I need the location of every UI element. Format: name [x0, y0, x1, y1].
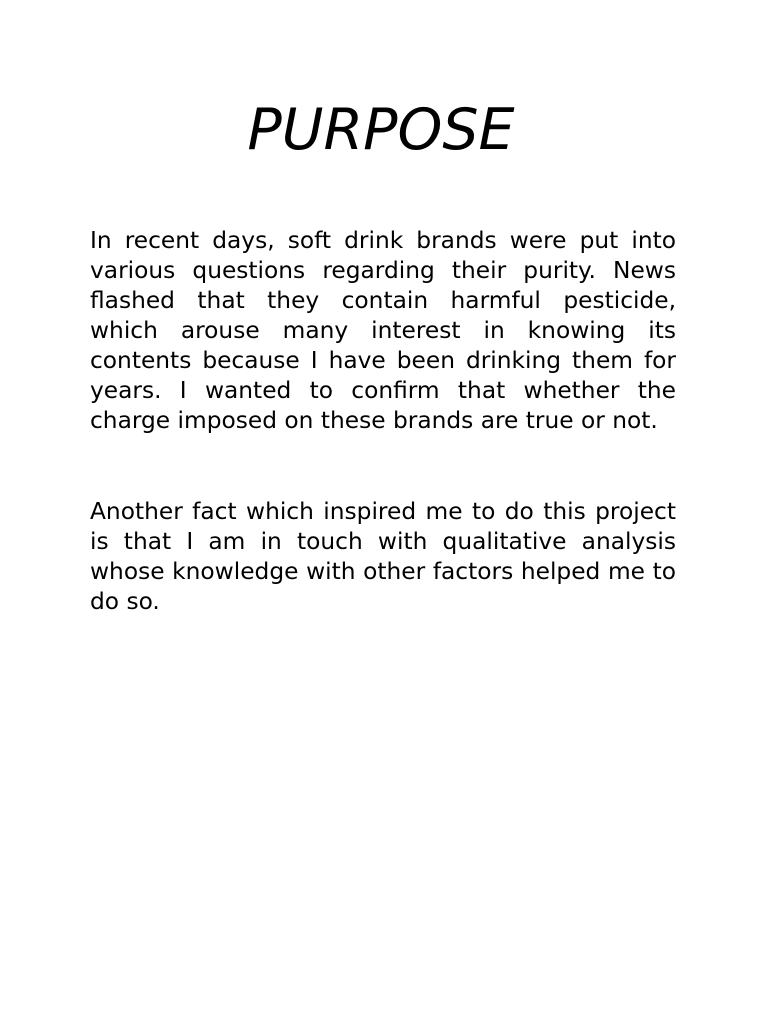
body-paragraph-1: In recent days, soft drink brands were put into various questions regarding their purity. News flashed that they contain harmful pesticide, which arouse many interest in knowing its contents because I have been drinking them for years. I wanted to confirm that whether the charge imposed on these brands are true or not.	[90, 227, 676, 434]
page-title: PURPOSE	[247, 97, 515, 163]
body-paragraph-2: Another fact which inspired me to do this project is that I am in touch with qualitative analysis whose knowledge with other factors helped me to do so.	[90, 498, 676, 615]
